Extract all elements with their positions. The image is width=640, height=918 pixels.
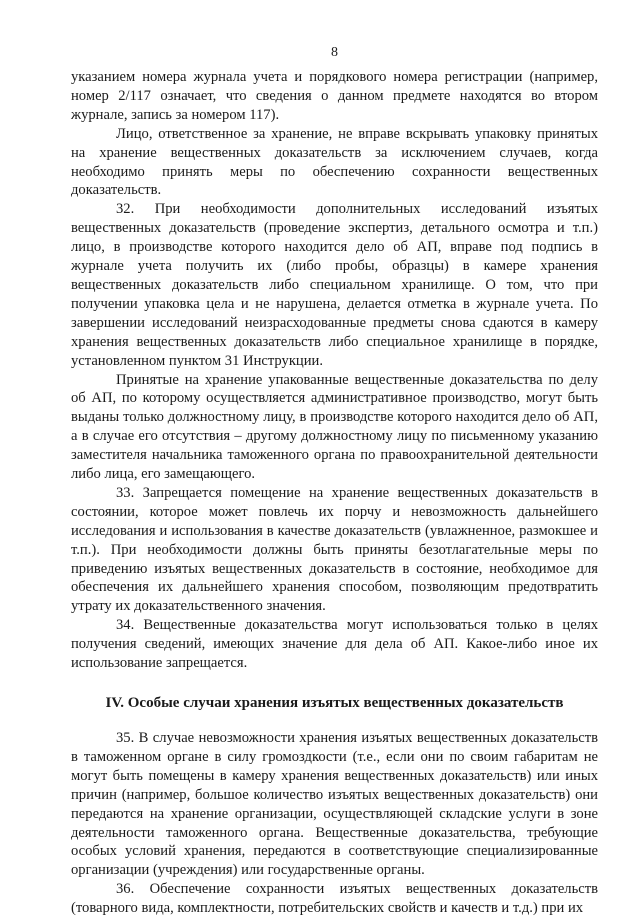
paragraph-continuation: указанием номера журнала учета и порядкового номера регистрации (например, номер 2/117 означает, что сведения о данном предмете находятся во втором журнале, запись за номером 117).: [71, 69, 598, 123]
paragraph-34: 34. Вещественные доказательства могут использоваться только в целях получения сведений, имеющих значение для дела об АП. Какое-либо иное их использование запрещается.: [71, 617, 598, 672]
paragraph-33: 33. Запрещается помещение на хранение вещественных доказательств в состоянии, которое может повлечь их порчу и невозможность дальнейшего исследования и использования в качестве доказательств (увлажненное, размокшее и т.п.). При необходимости должны быть приняты безотлагательные меры по приведению изъятых вещественных доказательств в состояние, необходимое для обеспечения их дальнейшего хранения способом, позволяющим предотвратить утрату их доказательственного значения.: [71, 484, 598, 615]
section-heading: IV. Особые случаи хранения изъятых вещественных доказательств: [105, 695, 564, 711]
paragraph-32: 32. При необходимости дополнительных исследований изъятых вещественных доказательств (проведение экспертиз, детального осмотра и т.п.) лицо, в производстве которого находится дело об АП, вправе под подпись в журнале учета получить их (либо пробы, образцы) в камере хранения вещественных доказательств либо специальном хранилище. О том, что при получении упаковка цела и не нарушена, делается отметка в журнале учета. По завершении исследований неизрасходованные предметы снова сдаются в камеру хранения вещественных доказательств либо специальное хранилище в порядке, установленном пунктом 31 Инструкции.: [71, 201, 598, 369]
paragraph-accepted-storage: Принятые на хранение упакованные вещественные доказательства по делу об АП, по которому осуществляется административное производство, могут быть выданы только должностному лицу, в производстве которого находится дело об АП, а в случае его отсутствия – другому должностному лицу по письменному указанию заместителя начальника таможенного органа по правоохранительной деятельности либо лица, его замещающего.: [71, 371, 598, 483]
text-block-after: [71, 729, 598, 918]
paragraph-36: 36. Обеспечение сохранности изъятых вещественных доказательств (товарного вида, комплектности, потребительских свойств и качеств и т.д.) при их: [71, 881, 598, 917]
text-block-before: [71, 68, 598, 673]
page-number: 8: [331, 45, 338, 60]
paragraph-custodian: Лицо, ответственное за хранение, не вправе вскрывать упаковку принятых на хранение вещественных доказательств за исключением случаев, когда необходимо принять меры по обеспечению сохранности вещественных доказательств.: [71, 125, 598, 199]
paragraph-35: 35. В случае невозможности хранения изъятых вещественных доказательств в таможенном органе в силу громоздкости (т.е., если они по своим габаритам не могут быть помещены в камеру хранения вещественных доказательств) или иных причин (например, большое количество изъятых вещественных доказательств) они передаются на хранение организации, осуществляющей складские услуги в зоне деятельности таможенного органа. Вещественные доказательства, требующие особых условий хранения, передаются в соответствующие специализированные организации (учреждения) или государственные органы.: [71, 730, 598, 879]
